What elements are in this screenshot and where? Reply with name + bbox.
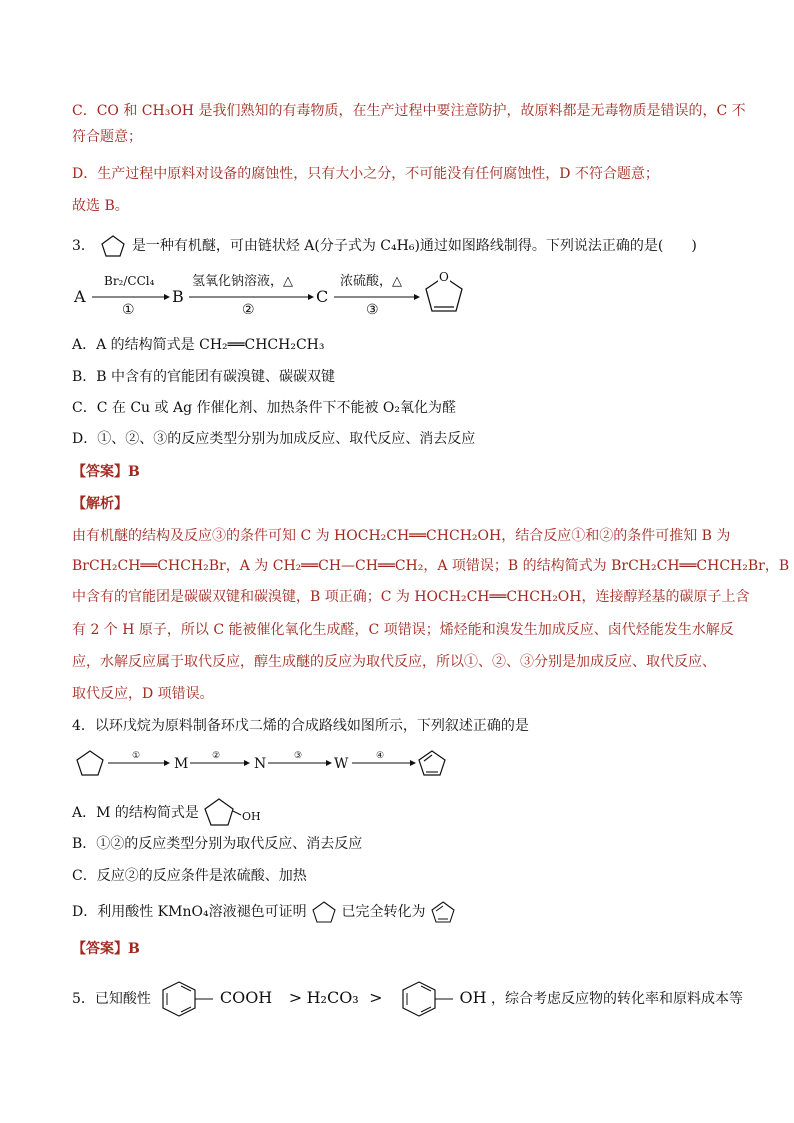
option-c-text-1: C．CO 和 CH₃OH 是我们熟知的有毒物质，在生产过程中要注意防护，故原料都是无毒物质是错误的，C 不 <box>72 103 746 119</box>
q5-h2co3: H₂CO₃ <box>306 988 359 1007</box>
q3-explanation-1: 由有机醚的结构及反应③的条件可知 C 为 HOCH₂CH══CHCH₂OH，结合反应①和②的条件可推知 B 为 <box>72 528 731 544</box>
dihydrofuran-product-icon <box>426 270 462 311</box>
q3-option-a: A．A 的结构简式是 CH₂══CHCH₂CH₃ <box>72 337 325 353</box>
q5-stem-text-2: ，综合考虑反应物的转化率和原料成本等 <box>491 991 744 1007</box>
q4-option-a-text: A．M 的结构简式是 <box>72 805 199 821</box>
route3-r3-top: 浓硫酸，△ <box>340 274 402 289</box>
route3-r2-top: 氢氧化钠溶液，△ <box>192 274 293 289</box>
q5-gt-1: > <box>288 988 303 1007</box>
q3-explanation-3: 中含有的官能团是碳碳双键和碳溴键，B 项正确；C 为 HOCH₂CH══CHCH₂OH，连接醇羟基的碳原子上含 <box>72 589 750 605</box>
route3-r1-num: ① <box>122 302 135 318</box>
q3-analysis-label: 【解析】 <box>72 496 128 512</box>
q5-cooh: COOH <box>219 988 273 1007</box>
q3-explanation-6: 取代反应，D 项错误。 <box>72 686 214 702</box>
route4-step2: ② <box>212 751 221 761</box>
route3-r3-num: ③ <box>366 302 379 318</box>
q3-explanation-5: 应，水解反应属于取代反应，醇生成醚的反应为取代反应，所以①、②、③分别是加成反应、取代反应、 <box>72 654 716 670</box>
route4-step3: ③ <box>294 751 303 761</box>
q3-number: 3． <box>72 238 95 254</box>
q3-option-b: B．B 中含有的官能团有碳溴键、碳碳双键 <box>72 369 336 385</box>
cyclopentanol-oh: OH <box>242 810 261 823</box>
q4-option-d-text-2: 已完全转化为 <box>341 904 426 920</box>
q3-route-diagram <box>72 268 472 328</box>
route4-step1: ① <box>132 751 141 761</box>
q3-option-c: C．C 在 Cu 或 Ag 作催化剂、加热条件下不能被 O₂氧化为醛 <box>72 400 457 416</box>
choose-text: 故选 B。 <box>72 198 129 214</box>
phenol-ring-icon <box>395 980 455 1018</box>
cyclopentane-icon <box>77 751 103 775</box>
q4-stem: 4．以环戊烷为原料制备环戊二烯的合成路线如图所示，下列叙述正确的是 <box>72 718 529 734</box>
cyclopentanol-icon <box>203 797 269 829</box>
cyclopentane-small-icon <box>311 900 337 924</box>
q5-oh: OH <box>459 988 487 1007</box>
q3-stem <box>72 233 697 259</box>
q3-explanation-4: 有 2 个 H 原子，所以 C 能被催化氧化生成醛，C 项错误；烯烃能和溴发生加成反应、卤代烃能发生水解反 <box>72 622 734 638</box>
q5-stem-text-1: 5．已知酸性 <box>72 991 151 1007</box>
q5-gt-2: > <box>369 988 383 1007</box>
route3-a: A <box>74 287 86 306</box>
q4-route-diagram <box>72 746 452 782</box>
cyclopentadiene-small-icon <box>430 900 456 924</box>
option-c-text-2: 符合题意； <box>72 129 142 145</box>
q4-option-d-text-1: D．利用酸性 KMnO₄溶液褪色可证明 <box>72 904 307 920</box>
q4-option-d <box>72 900 456 924</box>
route3-o: O <box>439 270 449 284</box>
q4-option-c: C．反应②的反应条件是浓硫酸、加热 <box>72 868 307 884</box>
option-d-text: D．生产过程中原料对设备的腐蚀性，只有大小之分，不可能没有任何腐蚀性，D 不符合题意； <box>72 166 659 182</box>
q3-option-d: D．①、②、③的反应类型分别为加成反应、取代反应、消去反应 <box>72 431 476 447</box>
q3-text: 是一种有机醚，可由链状烃 A(分子式为 C₄H₆)通过如图路线制得。下列说法正确的是( ) <box>131 238 697 254</box>
route3-b: B <box>172 287 184 306</box>
route3-r1-top: Br₂/CCl₄ <box>104 274 155 288</box>
q3-answer: 【答案】B <box>72 464 140 480</box>
route4-w: W <box>334 756 349 772</box>
route4-n: N <box>254 756 267 772</box>
route4-step4: ④ <box>376 751 385 761</box>
q5-stem <box>72 978 743 1018</box>
cyclopentadiene-icon <box>419 751 445 775</box>
route4-m: M <box>174 756 189 772</box>
dihydrofuran-icon <box>99 233 127 259</box>
route3-c: C <box>316 287 329 306</box>
q4-answer: 【答案】B <box>72 941 140 957</box>
q4-option-b: B．①②的反应类型分别为取代反应、消去反应 <box>72 836 363 852</box>
q4-option-a <box>72 797 269 829</box>
q3-explanation-2: BrCH₂CH══CHCH₂Br，A 为 CH₂══CH—CH══CH₂，A 项错误；B 的结构简式为 BrCH₂CH══CHCH₂Br，B <box>72 558 790 574</box>
benzene-ring-icon <box>155 980 215 1018</box>
route3-r2-num: ② <box>242 302 255 318</box>
